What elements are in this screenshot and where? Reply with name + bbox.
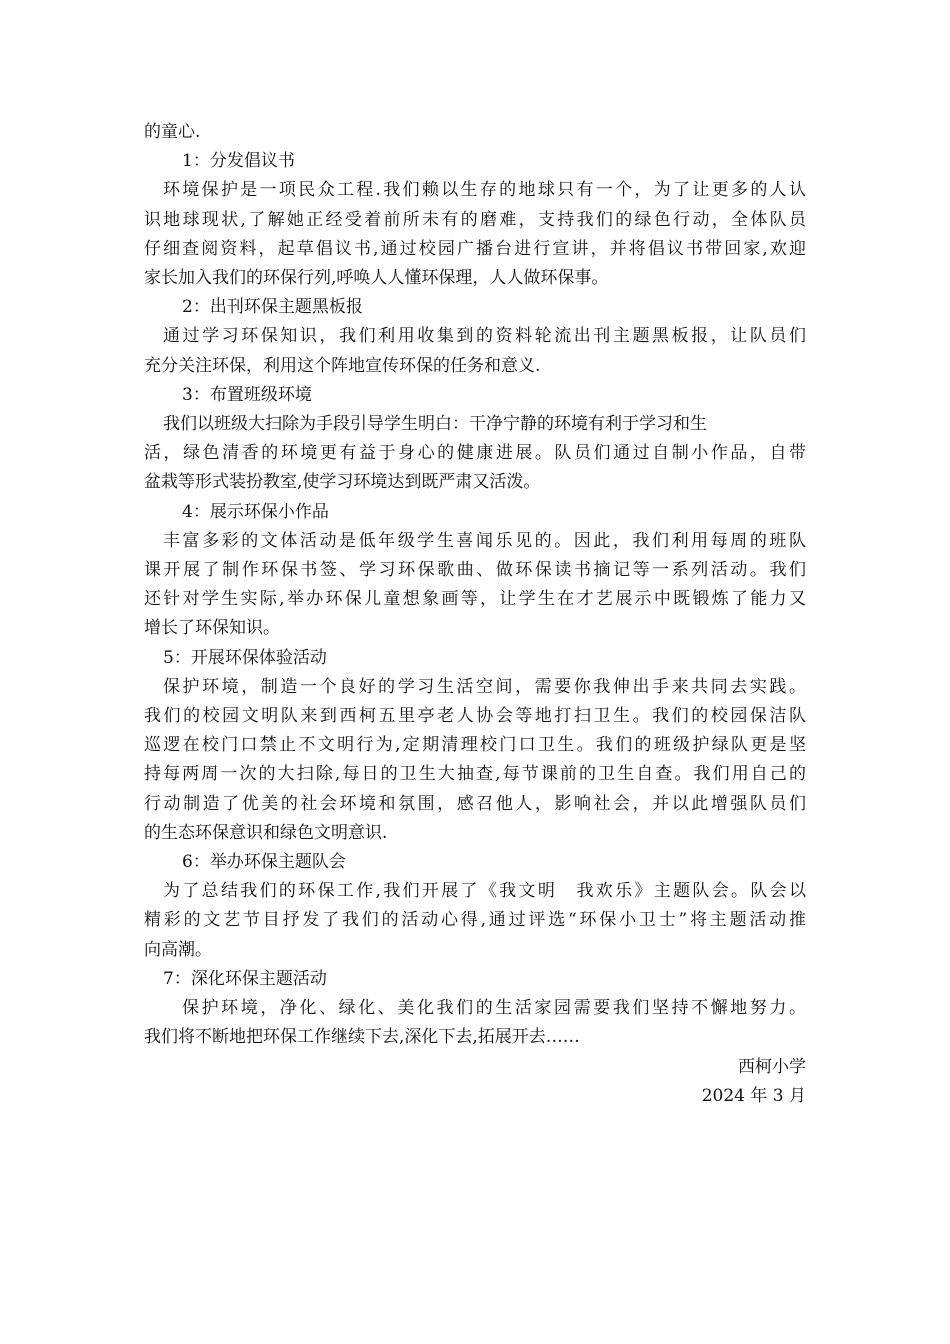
text-line: 我们将不断地把环保工作继续下去,深化下去,拓展开去……: [144, 1027, 580, 1048]
text-line: 环境保护是一项民众工程.我们赖以生存的地球只有一个，为了让更多的人认: [163, 180, 806, 201]
text-line: 识地球现状,了解她正经受着前所未有的磨难，支持我们的绿色行动，全体队员: [144, 209, 806, 230]
text-line: 盆栽等形式装扮教室,使学习环境达到既严肃又活泼。: [144, 472, 541, 493]
text-line: 行动制造了优美的社会环境和氛围，感召他人，影响社会，并以此增强队员们: [144, 793, 806, 814]
text-line: 家长加入我们的环保行列,呼唤人人懂环保理，人人做环保事。: [144, 268, 609, 289]
text-line: 精彩的文艺节目抒发了我们的活动心得,通过评选“环保小卫士”将主题活动推: [144, 910, 806, 931]
text-line: 增长了环保知识。: [144, 618, 280, 639]
document-body: [144, 118, 806, 1111]
section-heading-3: 3：布置班级环境: [182, 384, 312, 405]
text-line: 活，绿色清香的环境更有益于身心的健康进展。队员们通过自制小作品，自带: [144, 443, 806, 464]
section-heading-6: 6：举办环保主题队会: [182, 852, 346, 873]
signature-school: 西柯小学: [738, 1056, 806, 1077]
text-line: 保护环境，制造一个良好的学习生活空间，需要你我伸出手来共同去实践。: [163, 676, 806, 697]
text-line: 充分关注环保，利用这个阵地宣传环保的任务和意义.: [144, 355, 541, 376]
text-line: 课开展了制作环保书签、学习环保歌曲、做环保读书摘记等一系列活动。我们: [144, 560, 806, 581]
section-heading-7: 7：深化环保主题活动: [163, 968, 327, 989]
text-line: 仔细查阅资料，起草倡议书,通过校园广播台进行宣讲，并将倡议书带回家,欢迎: [144, 238, 806, 259]
signature-date: 2024 年 3 月: [701, 1085, 806, 1106]
text-line: 还针对学生实际,举办环保儿童想象画等，让学生在才艺展示中既锻炼了能力又: [144, 589, 806, 610]
section-heading-4: 4：展示环保小作品: [182, 501, 329, 522]
section-heading-5: 5：开展环保体验活动: [163, 647, 327, 668]
text-line: 保护环境，净化、绿化、美化我们的生活家园需要我们坚持不懈地努力。: [182, 998, 806, 1019]
text-line: 向高潮。: [144, 939, 212, 960]
text-line: 通过学习环保知识，我们利用收集到的资料轮流出刊主题黑板报，让队员们: [163, 326, 806, 347]
text-line: 巡逻在校门口禁止不文明行为,定期清理校门口卫生。我们的班级护绿队更是坚: [144, 735, 806, 756]
section-heading-1: 1：分发倡议书: [182, 151, 295, 172]
section-heading-2: 2：出刊环保主题黑板报: [182, 297, 363, 318]
text-line: 为了总结我们的环保工作,我们开展了《我文明 我欢乐》主题队会。队会以: [163, 881, 806, 902]
text-line: 我们以班级大扫除为手段引导学生明白：干净宁静的环境有利于学习和生: [163, 414, 707, 435]
text-line: 丰富多彩的文体活动是低年级学生喜闻乐见的。因此，我们利用每周的班队: [163, 530, 806, 551]
text-line: 的生态环保意识和绿色文明意识.: [144, 822, 388, 843]
text-line: 我们的校园文明队来到西柯五里亭老人协会等地打扫卫生。我们的校园保洁队: [144, 706, 806, 727]
text-line: 的童心.: [144, 122, 201, 142]
text-line: 持每两周一次的大扫除,每日的卫生大抽查,每节课前的卫生自查。我们用自己的: [144, 764, 806, 785]
